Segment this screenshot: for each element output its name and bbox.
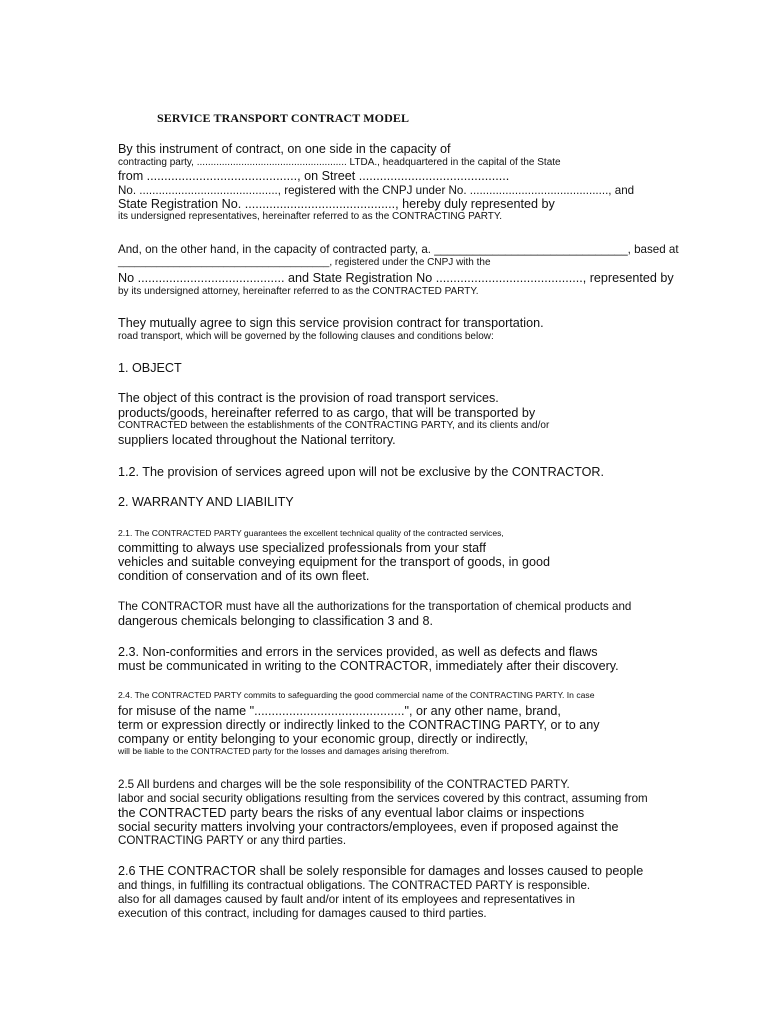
text-line: By this instrument of contract, on one side in the capacity of bbox=[118, 142, 451, 156]
text-line: ______________________________________, registered under the CNPJ with the bbox=[118, 257, 491, 268]
text-line: condition of conservation and of its own fleet. bbox=[118, 569, 370, 583]
text-line: They mutually agree to sign this service provision contract for transportation. bbox=[118, 316, 544, 330]
text-line: its undersigned representatives, hereinafter referred to as the CONTRACTING PARTY. bbox=[118, 211, 503, 222]
text-line: road transport, which will be governed by the following clauses and conditions below: bbox=[118, 331, 494, 342]
text-line: suppliers located throughout the National territory. bbox=[118, 433, 396, 447]
text-line: No. ..........................................., registered with the CNPJ under No. ..........................................., and bbox=[118, 184, 635, 197]
text-line: The object of this contract is the provision of road transport services. bbox=[118, 391, 499, 405]
text-line: contracting party, ...................................................... LTDA., headquartered in the capital of the State bbox=[118, 157, 561, 168]
section-heading: 1. OBJECT bbox=[118, 361, 182, 375]
text-line: for misuse of the name "...........................................", or any other name, brand, bbox=[118, 704, 561, 718]
text-line: will be liable to the CONTRACTED party for the losses and damages arising therefrom. bbox=[118, 746, 449, 756]
text-line: term or expression directly or indirectly linked to the CONTRACTING PARTY, or to any bbox=[118, 718, 600, 732]
text-line: vehicles and suitable conveying equipment for the transport of goods, in good bbox=[118, 555, 550, 569]
text-line: And, on the other hand, in the capacity of contracted party, a. ______________________________, based at bbox=[118, 243, 679, 256]
text-line: execution of this contract, including for damages caused to third parties. bbox=[118, 907, 487, 920]
text-line: CONTRACTING PARTY or any third parties. bbox=[118, 834, 347, 847]
text-line: also for all damages caused by fault and/or intent of its employees and representatives in bbox=[118, 893, 575, 906]
text-line: 2.6 THE CONTRACTOR shall be solely responsible for damages and losses caused to people bbox=[118, 864, 644, 878]
text-line: products/goods, hereinafter referred to as cargo, that will be transported by bbox=[118, 406, 536, 420]
text-line: and things, in fulfilling its contractual obligations. The CONTRACTED PARTY is responsible. bbox=[118, 879, 591, 892]
text-line: No .......................................... and State Registration No .........................................., represented by bbox=[118, 271, 674, 285]
text-line: by its undersigned attorney, hereinafter referred to as the CONTRACTED PARTY. bbox=[118, 286, 479, 297]
text-line: 2.4. The CONTRACTED PARTY commits to safeguarding the good commercial name of the CONTRACTING PARTY. In case bbox=[118, 690, 595, 700]
text-line: company or entity belonging to your economic group, directly or indirectly, bbox=[118, 732, 528, 746]
text-line: social security matters involving your contractors/employees, even if proposed against the bbox=[118, 820, 619, 834]
text-line: State Registration No. ..........................................., hereby duly represented by bbox=[118, 197, 555, 211]
text-line: 2.3. Non-conformities and errors in the services provided, as well as defects and flaws bbox=[118, 645, 598, 659]
text-line: the CONTRACTED party bears the risks of any eventual labor claims or inspections bbox=[118, 806, 585, 820]
document-title: SERVICE TRANSPORT CONTRACT MODEL bbox=[157, 111, 410, 125]
text-line: must be communicated in writing to the CONTRACTOR, immediately after their discovery. bbox=[118, 659, 619, 673]
text-line: 2.5 All burdens and charges will be the sole responsibility of the CONTRACTED PARTY. bbox=[118, 778, 570, 791]
text-line: committing to always use specialized professionals from your staff bbox=[118, 541, 486, 555]
section-heading: 2. WARRANTY AND LIABILITY bbox=[118, 495, 294, 509]
text-line: The CONTRACTOR must have all the authorizations for the transportation of chemical products and bbox=[118, 600, 632, 613]
text-line: from ..........................................., on Street ........................................... bbox=[118, 169, 510, 183]
text-line: dangerous chemicals belonging to classification 3 and 8. bbox=[118, 614, 434, 628]
text-line: CONTRACTED between the establishments of the CONTRACTING PARTY, and its clients and/or bbox=[118, 420, 550, 431]
text-line: labor and social security obligations resulting from the services covered by this contract, assuming from bbox=[118, 792, 648, 805]
text-line: 1.2. The provision of services agreed upon will not be exclusive by the CONTRACTOR. bbox=[118, 465, 605, 479]
text-line: 2.1. The CONTRACTED PARTY guarantees the excellent technical quality of the contracted services, bbox=[118, 528, 504, 538]
